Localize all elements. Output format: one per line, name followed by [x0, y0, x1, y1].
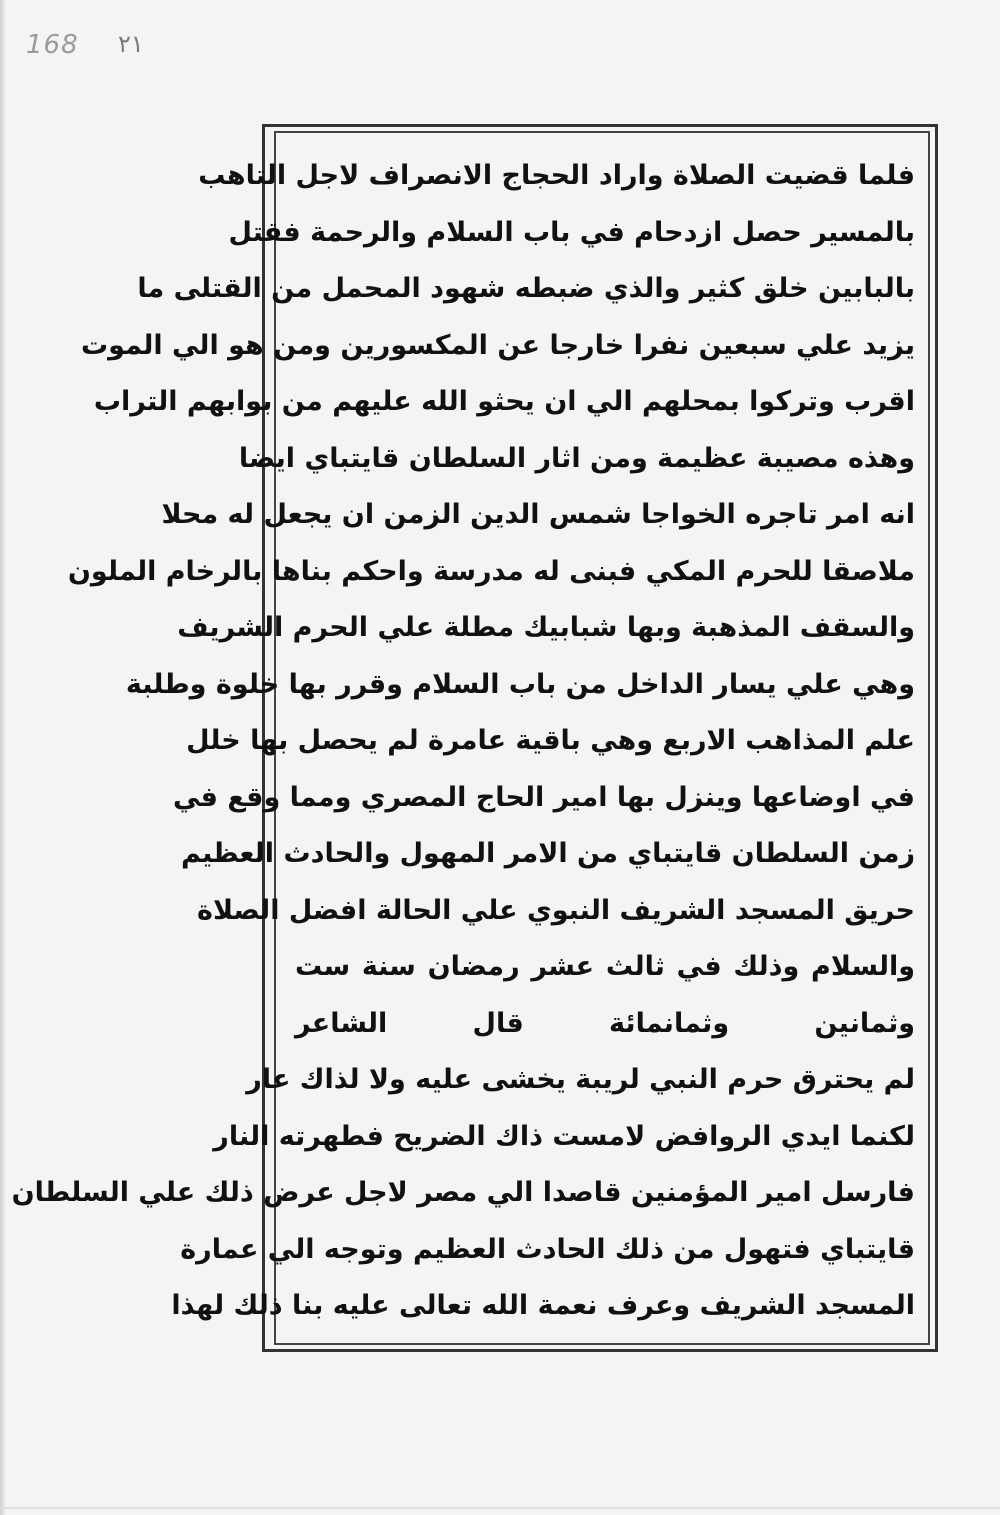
- folio-number: 168: [26, 30, 79, 60]
- manuscript-line: والسقف المذهبة وبها شبابيك مطلة علي الحرم الشريف: [177, 612, 915, 643]
- manuscript-line: حريق المسجد الشريف النبوي علي الحالة افضل الصلاة: [197, 894, 915, 926]
- manuscript-line: في اوضاعها وينزل بها امير الحاج المصري ومما وقع في: [172, 781, 915, 813]
- manuscript-line: المسجد الشريف وعرف نعمة الله تعالى عليه بنا ذلك لهذا: [171, 1290, 915, 1321]
- manuscript-line: بالبابين خلق كثير والذي ضبطه شهود المحمل من القتلى ما: [137, 273, 915, 304]
- manuscript-line: والسلام وذلك في ثالث عشر رمضان سنة ست: [295, 951, 915, 982]
- verse-line: لم يحترق حرم النبي لريبة يخشى عليه ولا لذاك عار: [246, 1064, 915, 1095]
- manuscript-line: اقرب وتركوا بمحلهم الي ان يحثو الله عليهم من بوابهم التراب: [93, 386, 915, 417]
- manuscript-line: وهي علي يسار الداخل من باب السلام وقرر بها خلوة وطلبة: [125, 668, 915, 700]
- page-bottom-edge: [0, 1507, 1000, 1509]
- manuscript-line: علم المذاهب الاربع وهي باقية عامرة لم يحصل بها خلل: [186, 725, 915, 756]
- verse-line: لكنما ايدي الروافض لامست ذاك الضريح فطهرته النار: [213, 1120, 915, 1152]
- manuscript-line: قايتباي فتهول من ذلك الحادث العظيم وتوجه الي عمارة: [180, 1233, 915, 1265]
- manuscript-line: وثمانين وثمانمائة قال الشاعر: [295, 1007, 915, 1039]
- manuscript-text-block: [11, 148, 915, 1335]
- manuscript-line: فارسل امير المؤمنين قاصدا الي مصر لاجل عرض ذلك علي السلطان: [11, 1177, 915, 1208]
- manuscript-line: فلما قضيت الصلاة واراد الحجاج الانصراف لاجل التاهب: [198, 160, 915, 191]
- manuscript-line: يزيد علي سبعين نفرا خارجا عن المكسورين ومن هو الي الموت: [81, 329, 915, 361]
- manuscript-line: وهذه مصيبة عظيمة ومن اثار السلطان قايتباي ايضا: [238, 442, 915, 474]
- manuscript-line: بالمسير حصل ازدحام في باب السلام والرحمة فقتل: [228, 216, 915, 248]
- folio-mark: ۲۱: [118, 30, 144, 58]
- manuscript-line: انه امر تاجره الخواجا شمس الدين الزمن ان يجعل له محلا: [161, 499, 915, 530]
- page-edge-shadow: [0, 0, 6, 1515]
- manuscript-line: ملاصقا للحرم المكي فبنى له مدرسة واحكم بناها بالرخام الملون: [67, 555, 915, 587]
- manuscript-line: زمن السلطان قايتباي من الامر المهول والحادث العظيم: [180, 838, 915, 869]
